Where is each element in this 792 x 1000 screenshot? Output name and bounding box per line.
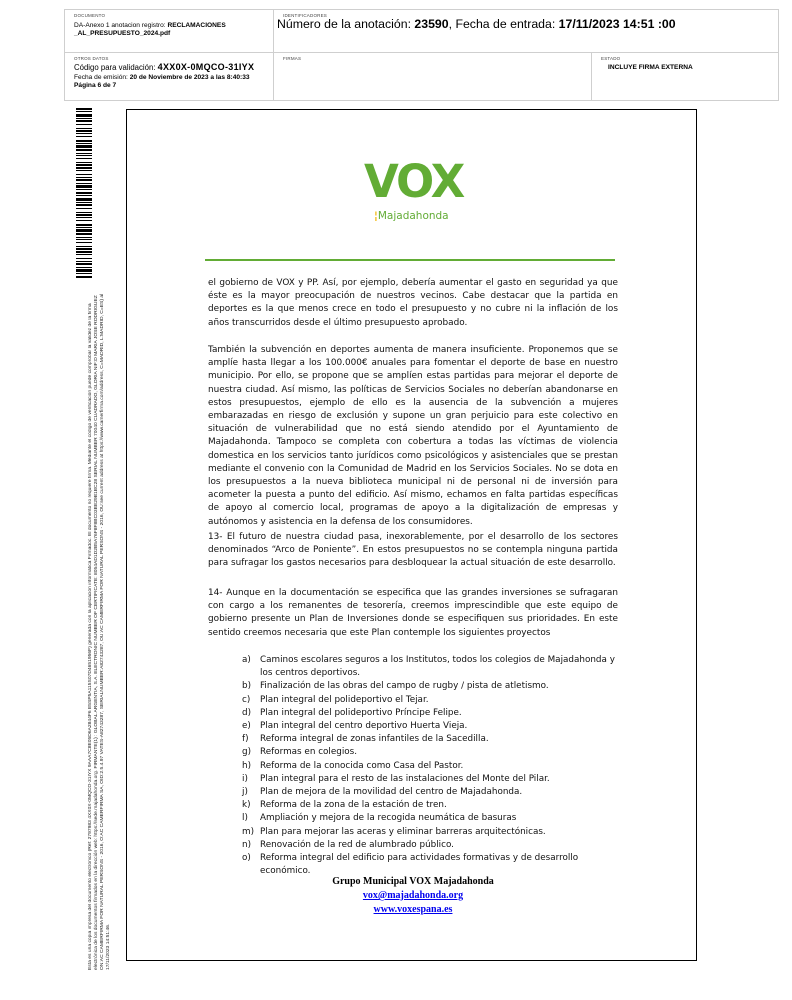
otros-datos-cell (65, 53, 274, 100)
documento-cell (65, 10, 274, 53)
barcode-bar (76, 233, 92, 235)
barcode-bar (76, 261, 92, 262)
barcode-bar (76, 143, 92, 144)
footer (208, 875, 618, 917)
list-item: d) Plan integral del polideportivo Príncipe Felipe. (242, 707, 462, 718)
documento-text: DA-Anexo 1 anotacion registro: RECLAMACIONES _AL_PRESUPUESTO_2024.pdf (74, 22, 226, 37)
list-item: n) Renovación de la red de alumbrado público. (242, 839, 454, 850)
barcode-bar (76, 251, 92, 253)
barcode-bar (76, 174, 92, 175)
fecha-emision: Fecha de emisión: 20 de Noviembre de 2023 a las 8:40:33 (74, 74, 250, 81)
paragraph-3: 13- El futuro de nuestra ciudad pasa, inexorablemente, por el desarrollo de los sectores denominados “Arco de Poniente”. En estos presupuestos no se contempla ninguna partida para sufragar los gastos necesarios para desbloquear la actual situación de este desarrollo. (208, 532, 618, 569)
barcode-bar (76, 195, 92, 196)
barcode-bar (76, 202, 92, 203)
fecha-entrada: 17/11/2023 14:51 :00 (558, 17, 676, 31)
barcode-bar (76, 248, 92, 250)
barcode-bar (76, 118, 92, 119)
estado-label: ESTADO (601, 56, 621, 61)
list-item: g) Reformas en colegios. (242, 747, 358, 758)
barcode-bar (76, 170, 92, 171)
list-item: h) Reforma de la conocida como Casa del Pastor. (242, 760, 464, 771)
firmas-label: FIRMAS (283, 56, 302, 61)
barcode-bar (76, 162, 92, 163)
email-link[interactable]: vox@majadahonda.org (362, 890, 464, 901)
barcode-bar (76, 120, 92, 122)
identificadores-label: IDENTIFICADORES (283, 13, 328, 18)
otros-datos-label: OTROS DATOS (74, 56, 109, 61)
barcode-bar (76, 158, 92, 159)
anotacion-info: Número de la anotación: 23590, Fecha de entrada: 17/11/2023 14:51 :00 (277, 17, 676, 31)
barcode-bar (76, 220, 92, 221)
barcode-bar (76, 140, 92, 142)
barcode-bar (76, 214, 92, 216)
documento-name: RECLAMACIONES _AL_PRESUPUESTO_2024.pdf (74, 22, 226, 37)
barcode-bar (76, 145, 92, 148)
logo-brand: VOX (364, 155, 464, 208)
projects-list (242, 654, 622, 878)
barcode-bar (76, 224, 92, 226)
barcode-bar (76, 263, 92, 265)
barcode-bar (76, 198, 92, 201)
codigo-validacion: Código para validación: 4XX0X-0MQCO-31IYX (74, 62, 255, 72)
identificadores-cell (274, 10, 778, 53)
barcode-bar (76, 217, 92, 218)
barcode-bar (76, 167, 92, 169)
barcode-bar (76, 164, 92, 166)
pagina-indicator: Página 6 de 7 (74, 82, 117, 89)
barcode-bar (76, 227, 92, 228)
documento-label: DOCUMENTO (74, 13, 106, 18)
list-item: a) Caminos escolares seguros a los Institutos, todos los colegios de Majadahonda y los centros deportivos. (242, 655, 615, 679)
barcode-bar (76, 208, 92, 209)
barcode-bar (76, 149, 92, 151)
barcode-bar (76, 269, 92, 272)
list-item: k) Reforma de la zona de la estación de tren. (242, 800, 447, 811)
paragraph-4: 14- Aunque en la documentación se especifica que las grandes inversiones se sufragaran con cargo a los remanentes de tesorería, creemos imprescindible que este equipo de gobierno presente un Plan de Inversiones donde se especifiquen sus prioridades. En este sentido creemos necesaria que este Plan contemple los siguientes proyectos (208, 588, 618, 638)
barcode-bar (76, 124, 92, 125)
barcode (76, 108, 92, 278)
website-link[interactable]: www.voxespana.es (373, 904, 453, 915)
barcode-bar (76, 204, 92, 206)
list-item: b) Finalización de las obras del campo de rugby / pista de atletismo. (242, 681, 549, 692)
barcode-bar (76, 128, 92, 129)
barcode-bar (76, 111, 92, 112)
barcode-bar (76, 136, 92, 137)
barcode-bar (76, 153, 92, 154)
barcode-bar (76, 239, 92, 240)
footer-group: Grupo Municipal VOX Majadahonda (332, 876, 494, 887)
side-verification-text: Esta es una copia impresa del documento electrónico (Ref: 2797983 4XX0X-0MQCO-31IYX 9AAA7C8E05D6A2844F6 E5SP5A115S07D4651956F) generada con la aplicación informática Firmadoc. El documento no requiere firma. Mediante el código de verificación puede comprobar la validez de la firma electrónica de los documentos firmados en la dirección web: https://sede.majadahonda.org. FIRMANTE(1) : GLOBAL ARGENTIA, S.A. ELECTRONIC NUMBER OF CERTIFICATE: 8054AD1D2B5A76F8F8BC03BE29B1BC28 SERIAL NUMBER 70040 CUADRADO, GLORIA NIF:D MARIA JOSE RODRIGUEZ ON:AC CAMERFIRMA FOR NATURAL PERSONS - 2016, O:AC CAMERFIRMA SA, OID:2.5.4.97 VATES-A82743287, SERIALNUMBER:A82743287, OU:AC CAMERFIRMA FOR NATURAL PERSONS - 2016, OU:see current address at https://www.camerfirma.com/address, C=MADRID, L:MADRID, C=ES) al 17/11/2023 14:51:46. (88, 293, 111, 970)
list-item: c) Plan integral del polideportivo el Tejar. (242, 694, 429, 705)
paragraph-2: También la subvención en deportes aumenta de manera insuficiente. Proponemos que se amplíe hasta llegar a los 100.000€ anuales para fomentar el deporte de base en nuestro municipio. Por ello, se propone que se amplíen estas partidas para mejorar el deporte de nuestra ciudad. Así mismo, las políticas de Servicios Sociales no deberían abandonarse en estos presupuestos, ejemplo de ello es la ausencia de la subvención a mujeres embarazadas en riesgo de exclusión y supone un gran perjuicio para este colectivo en situación de vulnerabilidad que no está siendo atendido por el Ayuntamiento de Majadahonda. Tampoco se completa con cobertura a todas las víctimas de violencia domestica en los servicios tanto jurídicos como psicológicos y asistenciales que se prestan mediante el convenio con la Comunidad de Madrid en los Servicios Sociales. No se dota en los presupuestos a la nueva biblioteca municipal ni de personal ni de inversión para acometer la puesta a punto del edificio. Así mismo, echamos en falta partidas específicas de apoyo al comercio local, programas de apoyo a la digitalización de empresas y autónomos y asistencia en la defensa de los consumidores. (208, 345, 618, 527)
list-item: o) Reforma integral del edificio para actividades formativas y de desarrollo económico. (242, 853, 579, 877)
barcode-bar (76, 155, 92, 156)
barcode-bar (76, 108, 92, 110)
logo-subtitle: ¦Majadahonda (374, 210, 449, 222)
barcode-bar (76, 114, 92, 117)
document-header (64, 9, 779, 101)
anotacion-numero: 23590 (414, 17, 449, 31)
barcode-bar (76, 130, 92, 132)
list-item: l) Ampliación y mejora de la recogida neumática de basuras (242, 813, 517, 824)
barcode-bar (76, 133, 92, 134)
barcode-bar (76, 179, 92, 181)
list-item: m) Plan para mejorar las aceras y eliminar barreras arquitectónicas. (242, 826, 546, 837)
firmas-cell (274, 53, 592, 100)
barcode-bar (76, 237, 92, 238)
estado-value: INCLUYE FIRMA EXTERNA (608, 64, 693, 71)
list-item: f) Reforma integral de zonas infantiles de la Sacedilla. (242, 734, 489, 745)
barcode-bar (76, 189, 92, 190)
barcode-bar (76, 192, 92, 194)
paragraph-1: el gobierno de VOX y PP. Así, por ejemplo, debería aumentar el gasto en seguridad ya que éste es la mayor preocupación de nuestros vecinos. Cabe destacar que la partida en deportes es la que menos crece en todo el presupuesto y no cubre ni la inflación de los años transcurridos desde el último presupuesto aprobado. (208, 278, 618, 328)
barcode-bar (76, 246, 92, 247)
barcode-bar (76, 258, 92, 259)
barcode-bar (76, 267, 92, 268)
barcode-bar (76, 229, 92, 232)
barcode-bar (76, 212, 92, 213)
list-item: j) Plan de mejora de la movilidad del centro de Majadahonda. (242, 787, 523, 798)
barcode-bar (76, 254, 92, 255)
barcode-bar (76, 273, 92, 274)
vox-logo (364, 155, 464, 227)
estado-cell (592, 53, 778, 100)
barcode-bar (76, 185, 92, 188)
barcode-bar (76, 183, 92, 184)
green-divider (205, 259, 615, 261)
barcode-bar (76, 276, 92, 278)
list-item: i) Plan integral para el resto de las instalaciones del Monte del Pilar. (242, 773, 550, 784)
barcode-bar (76, 177, 92, 178)
barcode-bar (76, 242, 92, 243)
list-item: e) Plan integral del centro deportivo Huerta Vieja. (242, 721, 468, 732)
